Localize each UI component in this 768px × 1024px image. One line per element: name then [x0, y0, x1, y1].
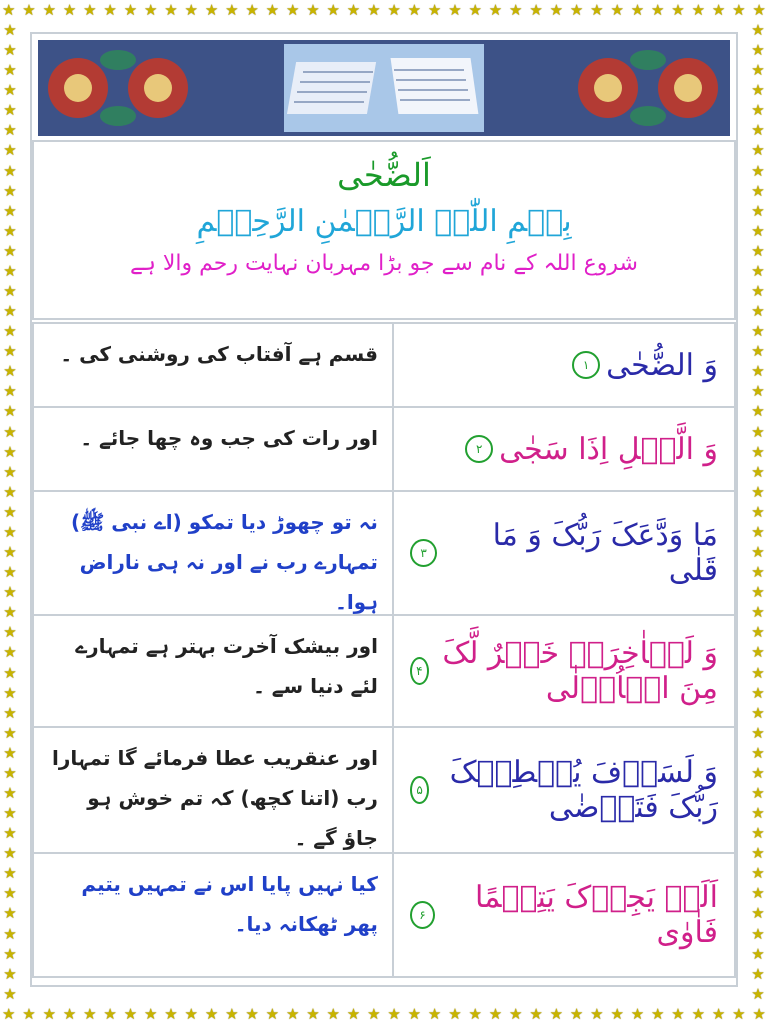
- star-icon: ★: [751, 241, 765, 260]
- star-icon: ★: [427, 1005, 442, 1023]
- star-icon: ★: [751, 703, 765, 722]
- star-icon: ★: [752, 1005, 766, 1023]
- star-icon: ★: [326, 1005, 340, 1023]
- star-icon: ★: [671, 1005, 685, 1023]
- star-icon: ★: [651, 1005, 665, 1023]
- star-icon: ★: [367, 1005, 381, 1023]
- star-icon: ★: [3, 824, 17, 843]
- verse-row: [32, 408, 736, 492]
- star-icon: ★: [225, 1, 239, 19]
- star-icon: ★: [184, 1, 198, 19]
- star-icon: ★: [751, 603, 765, 622]
- star-icon: ★: [3, 783, 17, 802]
- star-icon: ★: [42, 1005, 57, 1023]
- urdu-translation: کیا نہیں پایا اس نے تمہیں یتیم پھر ٹھکانہ دیا۔: [34, 854, 394, 976]
- star-icon: ★: [751, 522, 765, 541]
- star-icon: ★: [103, 1, 117, 19]
- star-icon: ★: [164, 1005, 178, 1023]
- star-icon: ★: [387, 1005, 401, 1023]
- star-icon: ★: [22, 1, 36, 19]
- star-icon: ★: [751, 41, 765, 60]
- arabic-verse: [394, 492, 734, 614]
- star-icon: ★: [204, 1, 219, 19]
- star-icon: ★: [711, 1, 726, 19]
- star-icon: ★: [751, 61, 765, 80]
- star-icon: ★: [3, 502, 17, 521]
- ayah-number-marker: ۱: [572, 351, 600, 379]
- star-icon: ★: [751, 261, 765, 280]
- star-icon: ★: [751, 322, 765, 341]
- star-icon: ★: [630, 1, 645, 19]
- star-icon: ★: [265, 1005, 280, 1023]
- star-icon: ★: [3, 282, 17, 301]
- star-icon: ★: [3, 402, 17, 421]
- star-icon: ★: [549, 1005, 564, 1023]
- star-icon: ★: [3, 563, 17, 582]
- bottom-star-border: [0, 1004, 768, 1024]
- star-icon: ★: [123, 1005, 138, 1023]
- star-icon: ★: [488, 1005, 503, 1023]
- verse-table: [32, 322, 736, 978]
- arabic-text: وَ لَسَوۡفَ یُعۡطِیۡکَ رَبُّکَ فَتَرۡضٰی: [449, 755, 718, 825]
- star-icon: ★: [529, 1, 543, 19]
- star-icon: ★: [245, 1, 259, 19]
- intro-translation: شروع اللہ کے نام سے جو بڑا مہربان نہایت رحم والا ہے: [130, 251, 638, 276]
- left-star-border: [0, 20, 20, 1004]
- star-icon: ★: [3, 302, 17, 321]
- star-icon: ★: [468, 1, 482, 19]
- urdu-translation: اور عنقریب عطا فرمائے گا تمہارا رب (اتنا کچھ) کہ تم خوش ہو جاؤ گے ۔: [34, 728, 394, 852]
- star-icon: ★: [751, 824, 765, 843]
- star-icon: ★: [751, 864, 765, 883]
- star-icon: ★: [306, 1005, 320, 1023]
- star-icon: ★: [3, 221, 17, 240]
- star-icon: ★: [3, 21, 17, 39]
- star-icon: ★: [752, 1, 766, 19]
- star-icon: ★: [569, 1, 584, 19]
- star-icon: ★: [751, 221, 765, 240]
- star-icon: ★: [3, 844, 17, 863]
- star-icon: ★: [751, 362, 765, 381]
- star-icon: ★: [285, 1, 300, 19]
- star-icon: ★: [751, 844, 765, 863]
- star-icon: ★: [3, 462, 17, 481]
- star-icon: ★: [62, 1005, 77, 1023]
- star-icon: ★: [83, 1, 97, 19]
- star-icon: ★: [3, 904, 17, 923]
- star-icon: ★: [3, 623, 17, 642]
- star-icon: ★: [751, 141, 765, 160]
- star-icon: ★: [751, 663, 765, 682]
- star-icon: ★: [751, 502, 765, 521]
- star-icon: ★: [3, 342, 17, 361]
- star-icon: ★: [732, 1005, 746, 1023]
- star-icon: ★: [751, 482, 765, 501]
- star-icon: ★: [751, 904, 765, 923]
- arabic-text: مَا وَدَّعَکَ رَبُّکَ وَ مَا قَلٰی: [492, 518, 718, 588]
- star-icon: ★: [265, 1, 280, 19]
- star-icon: ★: [751, 543, 765, 562]
- star-icon: ★: [3, 723, 17, 742]
- star-icon: ★: [751, 884, 765, 903]
- star-icon: ★: [3, 583, 17, 602]
- verse-row: [32, 728, 736, 854]
- star-icon: ★: [3, 683, 17, 702]
- star-icon: ★: [751, 302, 765, 321]
- star-icon: ★: [2, 1, 16, 19]
- verse-row: [32, 492, 736, 616]
- star-icon: ★: [751, 342, 765, 361]
- ayah-number-marker: ۲: [465, 435, 493, 463]
- star-icon: ★: [751, 563, 765, 582]
- star-icon: ★: [3, 543, 17, 562]
- star-icon: ★: [751, 804, 765, 823]
- urdu-translation: نہ تو چھوڑ دیا تمکو (اے نبی ﷺ) تمہارے رب نے اور نہ ہی ناراض ہوا۔: [34, 492, 394, 614]
- star-icon: ★: [143, 1005, 158, 1023]
- star-icon: ★: [83, 1005, 97, 1023]
- ayah-number-marker: ۳: [410, 539, 437, 567]
- star-icon: ★: [3, 61, 17, 80]
- star-icon: ★: [751, 442, 765, 461]
- star-icon: ★: [346, 1005, 361, 1023]
- star-icon: ★: [346, 1, 361, 19]
- urdu-translation: اور رات کی جب وہ چھا جائے ۔: [34, 408, 394, 490]
- star-icon: ★: [509, 1005, 523, 1023]
- star-icon: ★: [549, 1, 564, 19]
- star-icon: ★: [651, 1, 665, 19]
- star-icon: ★: [751, 783, 765, 802]
- star-icon: ★: [691, 1, 706, 19]
- star-icon: ★: [751, 583, 765, 602]
- star-icon: ★: [630, 1005, 645, 1023]
- star-icon: ★: [751, 181, 765, 200]
- star-icon: ★: [3, 442, 17, 461]
- star-icon: ★: [204, 1005, 219, 1023]
- star-icon: ★: [751, 81, 765, 100]
- star-icon: ★: [751, 763, 765, 782]
- urdu-translation: قسم ہے آفتاب کی روشنی کی ۔: [34, 324, 394, 406]
- ayah-number-marker: ۴: [410, 657, 429, 685]
- star-icon: ★: [751, 723, 765, 742]
- star-icon: ★: [3, 161, 17, 180]
- top-star-border: [0, 0, 768, 20]
- star-icon: ★: [3, 944, 17, 963]
- star-icon: ★: [3, 643, 17, 662]
- arabic-text: وَ الضُّحٰی: [606, 347, 718, 383]
- star-icon: ★: [326, 1, 340, 19]
- star-icon: ★: [245, 1005, 259, 1023]
- star-icon: ★: [751, 402, 765, 421]
- star-icon: ★: [3, 41, 17, 60]
- star-icon: ★: [3, 763, 17, 782]
- star-icon: ★: [751, 964, 765, 983]
- star-icon: ★: [751, 683, 765, 702]
- star-icon: ★: [3, 864, 17, 883]
- star-icon: ★: [590, 1005, 604, 1023]
- star-icon: ★: [610, 1005, 624, 1023]
- star-icon: ★: [123, 1, 138, 19]
- star-icon: ★: [3, 181, 17, 200]
- surah-title: اَلضُّحٰی: [337, 156, 431, 194]
- star-icon: ★: [751, 282, 765, 301]
- verse-row: [32, 854, 736, 978]
- star-icon: ★: [62, 1, 77, 19]
- star-icon: ★: [225, 1005, 239, 1023]
- star-icon: ★: [751, 21, 765, 39]
- star-icon: ★: [3, 804, 17, 823]
- urdu-translation: اور بیشک آخرت بہتر ہے تمہارے لئے دنیا سے ۔: [34, 616, 394, 726]
- star-icon: ★: [3, 663, 17, 682]
- star-icon: ★: [569, 1005, 584, 1023]
- star-icon: ★: [691, 1005, 706, 1023]
- star-icon: ★: [427, 1, 442, 19]
- star-icon: ★: [3, 603, 17, 622]
- star-icon: ★: [751, 422, 765, 441]
- star-icon: ★: [2, 1005, 16, 1023]
- star-icon: ★: [103, 1005, 117, 1023]
- star-icon: ★: [751, 944, 765, 963]
- arabic-verse: [394, 408, 734, 490]
- star-icon: ★: [367, 1, 381, 19]
- star-icon: ★: [407, 1005, 422, 1023]
- star-icon: ★: [711, 1005, 726, 1023]
- star-icon: ★: [3, 261, 17, 280]
- arabic-verse: [394, 854, 734, 976]
- decorative-banner: [38, 40, 730, 136]
- star-icon: ★: [751, 101, 765, 120]
- star-icon: ★: [671, 1, 685, 19]
- star-icon: ★: [3, 522, 17, 541]
- star-icon: ★: [3, 241, 17, 260]
- star-icon: ★: [751, 121, 765, 140]
- star-icon: ★: [22, 1005, 36, 1023]
- star-icon: ★: [751, 984, 765, 1003]
- star-icon: ★: [751, 201, 765, 220]
- star-icon: ★: [407, 1, 422, 19]
- arabic-text: وَ الَّیۡلِ اِذَا سَجٰی: [499, 431, 718, 467]
- verse-row: [32, 616, 736, 728]
- star-icon: ★: [751, 462, 765, 481]
- star-icon: ★: [751, 382, 765, 401]
- star-icon: ★: [285, 1005, 300, 1023]
- star-icon: ★: [3, 101, 17, 120]
- star-icon: ★: [3, 362, 17, 381]
- star-icon: ★: [529, 1005, 543, 1023]
- banner-artwork: [38, 40, 730, 136]
- star-icon: ★: [448, 1, 462, 19]
- surah-header-panel: [32, 140, 736, 320]
- star-icon: ★: [3, 141, 17, 160]
- star-icon: ★: [3, 422, 17, 441]
- star-icon: ★: [387, 1, 401, 19]
- star-icon: ★: [3, 482, 17, 501]
- arabic-verse: [394, 728, 734, 852]
- star-icon: ★: [42, 1, 57, 19]
- star-icon: ★: [732, 1, 746, 19]
- star-icon: ★: [468, 1005, 482, 1023]
- star-icon: ★: [3, 322, 17, 341]
- star-icon: ★: [164, 1, 178, 19]
- ayah-number-marker: ۵: [410, 776, 429, 804]
- arabic-text: وَ لَلۡاٰخِرَۃُ خَیۡرٌ لَّکَ مِنَ الۡاُوۡلٰی: [442, 636, 718, 706]
- star-icon: ★: [143, 1, 158, 19]
- star-icon: ★: [751, 743, 765, 762]
- bismillah: بِسۡمِ اللّٰہِ الرَّحۡمٰنِ الرَّحِیۡمِ: [196, 204, 572, 239]
- star-icon: ★: [184, 1005, 198, 1023]
- star-icon: ★: [448, 1005, 462, 1023]
- arabic-text: اَلَمۡ یَجِدۡکَ یَتِیۡمًا فَاٰوٰی: [474, 880, 718, 950]
- star-icon: ★: [3, 884, 17, 903]
- star-icon: ★: [751, 623, 765, 642]
- star-icon: ★: [509, 1, 523, 19]
- star-icon: ★: [3, 81, 17, 100]
- arabic-verse: [394, 324, 734, 406]
- arabic-verse: [394, 616, 734, 726]
- right-star-border: [748, 20, 768, 1004]
- ayah-number-marker: ۶: [410, 901, 435, 929]
- star-icon: ★: [590, 1, 604, 19]
- star-icon: ★: [751, 161, 765, 180]
- star-icon: ★: [751, 643, 765, 662]
- star-icon: ★: [751, 924, 765, 943]
- star-icon: ★: [3, 743, 17, 762]
- star-icon: ★: [3, 382, 17, 401]
- verse-row: [32, 322, 736, 408]
- star-icon: ★: [488, 1, 503, 19]
- star-icon: ★: [306, 1, 320, 19]
- star-icon: ★: [3, 121, 17, 140]
- star-icon: ★: [3, 984, 17, 1003]
- star-icon: ★: [3, 964, 17, 983]
- star-icon: ★: [3, 201, 17, 220]
- star-icon: ★: [610, 1, 624, 19]
- star-icon: ★: [3, 924, 17, 943]
- star-icon: ★: [3, 703, 17, 722]
